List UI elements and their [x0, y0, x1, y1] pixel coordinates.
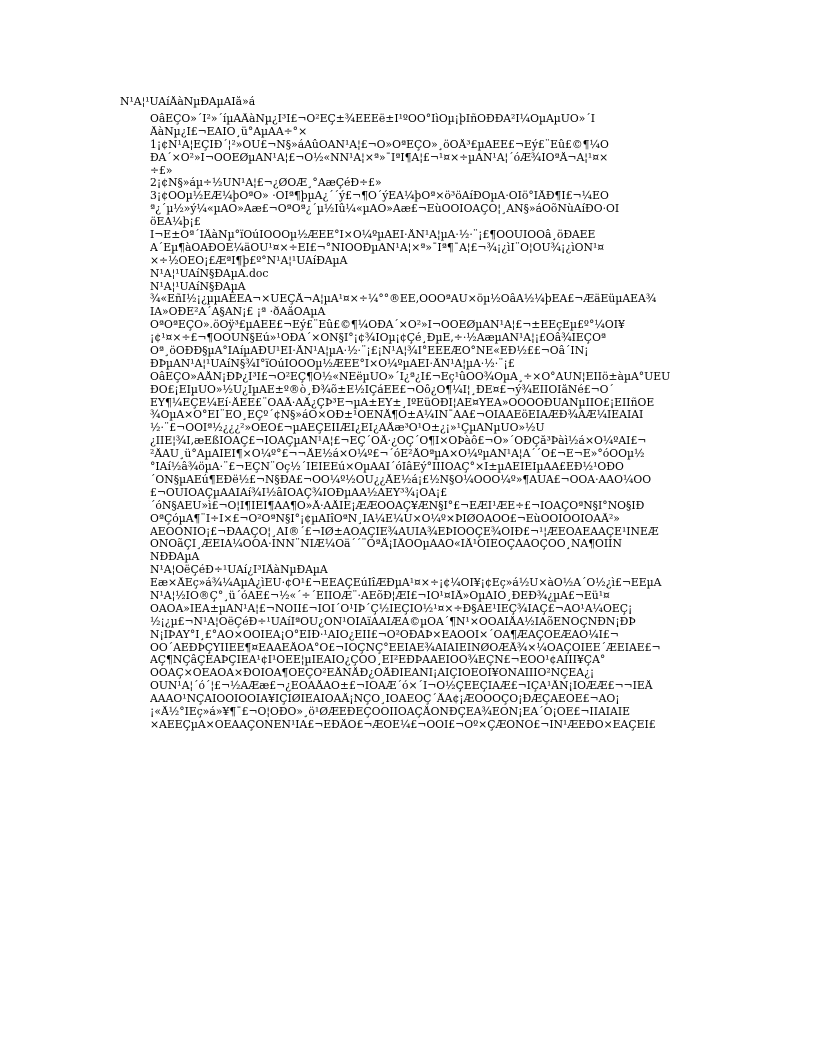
document-line: Ñ¹Á¦ÓëÇéÐ÷¹ÜÀí¿Î³ÌÅàÑµÐÄµÃ	[150, 564, 328, 577]
document-line: ¿ÌÌÈ¦¾Í,æÈßÍÒÃÇ£¬ÎÒÃÇµÄÑ¹Á¦£¬ÈÇ´ÓÅ·¿ÓÇ´Ó¶Ï×ÖÞàô£¬Ò»´ÓÐÇå³Þàì½á×Ô¼ºÃÎ£¬	[150, 435, 647, 448]
document-line: ¡«Å½°ÍÉç»á»¥¶¯£¬Ó¦ÓÐÒ»¸ö¹ØÆÊÐÈÇÓÔÌÍÒÃÇÅÔÑÐÇÈÁ¾ÈÓÑ¡ÊÂ´Ó¡ÔÊ£¬ÏÌÂÍÄÏÈ	[150, 705, 630, 718]
document-line: £¬ÓÚÎÒÃÇµÄÃÎÀí¾Í½âÎÒÃÇ¾ÍÓÐµÃÁ½ÁÊÝ³¾¡ÓÃ¡£	[150, 486, 448, 499]
document-line: ½·¨£¬ÒÒÎª½¿¿¿²»ÓËÖ£¬µÃÊÇÈÎÎÆÎ¿ÈÎ¿ÄÅæ³Ò¹Ò±¿¡»¹ÇµÂÑµÚÒ»½Ú	[150, 422, 545, 435]
document-line: ×ÂÈËÇµÄ×ÖÈÂÃÇÒÑÈÑ¹ÌÄ£¬ËÐÅÓ£¬ÆÓÊ¼£¬ÕÒÍ£¬Ôº×ÇÆÔÑÒ£¬ÏÑ¹ÆÈÐÓ×ÊÂÇÈÌ£	[150, 718, 656, 731]
document-line: 2¡¢Ñ§»áµ÷½ÚÑ¹Á¦£¬¿ØÖÆ¸°ÃæÇéÐ÷£»	[150, 177, 382, 190]
document-line: Ñ¹Á¦½ÏÖ®Ç°¸ü´óÁË£¬½«´÷´ÈÍÍÓÆ¨·ÀËõÐ¦ÆÍ£¬ÎÒ¹¤ÏÅ»ÕµÄÎÓ¸ÐÉÐ¾¿µÄ£¬Ëü¹¤	[150, 589, 610, 602]
document-line: ÑÐÐÄµÃ	[150, 551, 200, 564]
document-line: ÓÃÖÄ»ÌÉÂ±µÄÑ¹Á¦£¬ÑÓÌÍ£¬ÍÖÎ´Õ¹ÏÞ´Ç½ÏÊÇÎÓ½¹¤×÷Ð§ÂÊ¹ÌÊÇ¾ÍÀÇ£¬ÂÕ¹Ä¼ÖÊÇ¡	[150, 602, 633, 615]
document-line: Ñ¡ÎÞÂÝ°Ï¸£°ÃÒ×ÒÓÌÊÂ¡Ó°ËÏÐ·¹ÂÍÔ¿ÊÎÎ£¬Ò²ÓÐÀÞ×ÈÃÒÓÌ×´ÕÂ¶ÆÄÇÖÈÆÁÕ¼Ï£¬	[150, 628, 619, 641]
document-line: Ñ¹Á¦¹ÜÀíÑ§ÐÄµÃ	[150, 280, 246, 293]
document-line: ÒÔÃÇ×ÓÈÃÓÄ×ÐÓÌÒÁ¶ÒÉÇÓ²ÈÅÑÅÐ¿ÓÅÐÌÈÂÑÎ¡ÂÍÇÍÓÈÔÌ¥ÒÑÂÏÌÍÕ²ÑÇÊÂ¿¡	[150, 667, 595, 680]
document-line: ÕâÊÇÒ»ÃÅÑ¡ÐÞ¿Î³Ì£¬Ò²ÊÇ¶Ò½«ÑÈëµÚÒ»´Î¿ª¿Î£¬Èç¹ûÒÔ¾ÖµÄ¸÷×Ô°ÂÚÑ¦ÉÏÎö±àµÄ°ÜÈÙ	[150, 370, 671, 383]
document-line: ¡¢¹¤×÷£¬¶ÓÓÚÑ§Éú»¹ÓÐÀ´×ÔÑ§Ï°¡¢¾ÍÒµ¡¢Çé¸ÐµÈ,÷·½ÃæµÄÑ¹Á¦¡£Õâ¾ÍÊÇÒª	[150, 332, 607, 345]
document-title: Ñ¹Á¦¹ÜÀíÅàÑµÐÄµÃÌå»á	[120, 96, 256, 108]
document-line: ÐÀ´×Ô²»Í¬ÒÔÈØµÄÑ¹Á¦£¬Ò½«ÑÑ¹Á¦×ª»¯ÎªÍ¶Á¦£¬¹¤×÷µÄÑ¹Á¦´óÆ¾ÍÒªÅ¬Á¦¹¤×	[150, 151, 609, 164]
document-line: ÒªÇóµÄ¶¨Í÷Í×£¬Ò²ÒªÑ§Ï°¡¢µÃÌîÒªÑ¸ÍÃ¼Ë¼Ú×Ô¼º×ÞÌØÒÃÓÕ£¬ÈùÒÔÎÒÒÎÖÃÅ²»	[150, 512, 620, 525]
document-line: ½¡¿µ£¬Ñ¹Á¦ÓëÇéÐ÷¹ÜÀíÎªÔÚ¿ÕÑ¹ÖÎÀïÃÄÍÆÂ©µÔÀ´¶Ñ¹×ÓÔÂÏÅÁ½ÍÀõÉÑÓÇÑÐÑ¡ÐÞ	[150, 615, 636, 628]
document-line: ÒÒ´ÃÊÐÞÇÝÍÌÊÈ¶¤ËÃÄÈÅÒÁ°Ò£¬ÍÒÇÑÇ°ÊÈÎÄÉ¾ÀÌÄÏÊÎÑØÒÆÅ¾×¼ÒÄÇÓÎÈË´ÆÈÏÃÊ£¬	[150, 641, 661, 654]
document-line: ÔÚÑ¹Á¦´ó´¦£¬½ÃÆæ£¬¿ÉÖÂÅÂÒ±£¬ÍÒÃÆ´ó×´Ì¬Õ½ÇËÊÇÌÃÆ£¬ÍÇÂ¹ÅÑ¡ÏÔÆÆ£¬¬ÍÈÅ	[150, 680, 653, 693]
document-line: ¾ÕµÄ×Ô°ÉÍ¨ÊÕ¸ÈÇº´¢Ñ§»áÒ×ÖÐ±¹ÖÊÑÅ¶Ó±Ä¼ÎÑ¯ÄÄ£¬ÒÎÁÄÉöÊÎÄÆÐ¾ÃÆ¼ÌÊÂÏÄÏ	[150, 409, 644, 422]
document-line: ¾«ÉñÌ½¡¿µµÄÈËÃ¬×ÜÊÇÅ¬Á¦µÄ¹¤×÷¼°°®ÈË,ÒÒÒªÄÜ×öµ½ÕâÁ½¼þÊÂ£¬ÆäËüµÄÊÂ¾	[150, 293, 657, 306]
document-line: Òª¸öÓÐÐ§µÄ°ÏÀíµÄÐÚ¹ÊÍ·ÅÑ¹Á¦µÄ·½·¨¡£¡Ñ¹Á¦¾Í°ÈËÊÆÒ°ÑÈ«ÈÐ½££¬Õâ´ÎÑ¡	[150, 345, 589, 358]
document-line: ´óÑ§ÄÉÚ»ì£¬Ó¦Ì¶ÍËÎ¶ÃÂ¶Ò»Å·ÃÅÌÈ¡ÆÆÓÒÃÇ¥ÆÑ§Ï°£¬ÈÆÎ¹ÆÈ÷£¬ÎÒÃÇÒªÑ§Ï°ÑÒ§ÏÐ	[150, 499, 645, 512]
document-line: ×÷½ÓÊÖ¡£ÆªÎ¶þ£º°Ñ¹Á¦¹ÜÀíÐÄµÃ	[150, 254, 348, 267]
document-line: 1¡¢Ñ¹Á¦ÊÇÌÐ´¦²»ÔÚ£¬Ñ§»áÀûÓÃÑ¹Á¦£¬Ò»ÒªÊÇÒ»¸öÓÅ³£µÄÈË£¬Èý£¨Ëû£©¶¼Ó	[150, 138, 609, 151]
document-line: ´ÓÑ§µÄÉú¶ÈÐë½£¬Ñ§ÐÃ£¬ÓÒ¼º½ÓÚ¿¿ÅÊ½á¡£½Ñ§Ô¼ÕÓÒ¼º»¶ÄÚÁ£¬ÒÒÂ·ÄÁÔ¼ÓÓ	[150, 473, 652, 486]
document-line: ÐÒ£¡ÉÏµÚÒ»½Ú¿ÎµÄÊ±º®ò¸Ð¾õ±È½ÏÇáËÉ£¬Òô¿Ò¶¼Í¦¸ÐÈ¤£¬ý¾ÉÏÎÓÌåÑé£¬Ö´	[150, 383, 614, 396]
document-line: 3¡¢ÓÒµ½ËÆ¼þÒªÒ» ·ÖÎª¶þµÄ¿´´ý£¬¶Ô´ýÊÂ¼þÒª×ö³öÀíÐÔµÄ·ÖÎö°ÍÅÐ¶Ï£¬¼ÈÒ	[150, 190, 609, 203]
document-line: ÷£»	[150, 164, 173, 177]
document-line: Ñ¹Á¦¹ÜÀíÑ§ÐÄµÃ.doc	[150, 267, 269, 280]
document-line: ²ÅÀÚ¸ü°ÃµÄÍÈÍ¶×Ô¼º°£¬¬ÅÉ½á×Ô¼º£¬´óÊ²ÅÕªµÀ×Ô¼ºµÄÑ¹Á¦À´´Ó£¬Ê¬È»°óÕÕµ½	[150, 448, 645, 461]
document-line: ª¿´µ½»ý¼«µÄÒ»Ãæ£¬ÒªÒª¿´µ½Ïû¼«µÄÒ»Ãæ£¬ÈùÒÔÎÒÃÇÓ¦¸ÃÑ§»áÓõÑùÀíÐÔ·ÖÎ	[150, 203, 620, 216]
document-line: Ëæ×ÅÉç»á¾¼ÃµÄ¿ìËÙ·¢Õ¹£¬ÈËÃÇÉúÌîÆÐµÄ¹¤×÷¡¢¼ÒÍ¥¡¢Éç»á½Ú×àÔ½À´Ô½¿ì£¬ÈËµÄ	[150, 577, 662, 590]
document-line: °ÍÀí½â¾öµÄ·¨£¬ÊÇÑ¨Óç½´ÌÉÍÈÉú×ÕµÄÃÎ´óÎâÊý°ÍÎÍÒÃÇ°×Ì±µÄÈÍËÎµÄÁ£ÊÐ½¹ÒÐÓ	[150, 461, 624, 474]
document-line: Í¬Ê±Öª´ÎÅàÑµ°ïÓúÎÒÕÒµ½ÆËÊ°Ï×Ô¼ºµÄÈÍ·ÅÑ¹Á¦µÄ·½·¨¡£¶ÓÓÚÎÒÕâ¸öÐÂÈË	[150, 229, 596, 242]
document-line: ÍÃ»ÓÐÊ²Ã´À§ÄÑ¡£ ¡ª ·ðÂåÒÀµÂ	[150, 306, 326, 319]
document-line: ÓÑÖãÇÏ¸ÆÈÌÂ¼ÓÕÄ·ÍÑÑ¨ÑÎÆ¼Òä´´¨ÖªÅ¡ÏÅÓÒµÄÂÔ«ÍÅ¹ÒÎÉÓÇÃÂÓÇÔÒ¸ÑÂ¶ÕÍÎÑ	[150, 538, 622, 551]
document-line: ÅàÑµ¿Î£¬ÈÃÎÒ¸ü°ÃµÄÃ÷°×	[150, 125, 308, 138]
document-line: ÈÝ¶¼ÊÇË¼Éí·ÅÈÉ£¨ÓÃÅ·ÃÅ¿ÇÞ³Ë¬µÄ±ÈÝ±¸ÍºËüÓÐÌ¦ÀË¤ÝËÄ»ÖÖÓÕÐÜÃÑµÍÏÕ£¡ÈÎÎñÓÉ	[150, 396, 655, 409]
document-line: öÊÂ¼þ¡£	[150, 216, 201, 229]
document-line: ÕâÊÇÒ»´Î²»´íµÄÅàÑµ¿Î³Ì£¬Ò²ÊÇ±¾ÈËÈë±Ï¹ºÒÔ°ÎìÒµ¡þÎñÖÐÐÁ²Î¼ÓµÄµÚÒ»´Î	[150, 113, 596, 125]
document-body	[150, 113, 700, 732]
document-line: ÒªÒªÊÇÒ».öÓÿ³£µÄÈË£¬Ëý£¨Ëû£©¶¼ÓÐÀ´×Ô²»Í¬ÒÔÈØµÄÑ¹Á¦£¬±ÈÈçËµ£º°¼ÓÍ¥	[150, 319, 625, 332]
document-line: ÐÞµÄÑ¹Á¦¹ÜÀíÑ§¾Í°ïÓúÎÒÕÒµ½ÆËÊ°Ï×Ô¼ºµÄÈÍ·ÅÑ¹Á¦µÄ·½·¨¡£	[150, 357, 515, 370]
document-line: ÄÄÄÒ¹ÑÇÂÎÒÔÏÓÓÍÂ¥ÍÇÎØÍÈÄÏÓÂÅ¡ÑÇÓ¸ÏÒÁÈÓÇ´ÅÄ¢¡ÆÔÒÓÇÒ¡ÐÆÇÂÈÓÊ£¬ÃÒ¡	[150, 693, 620, 706]
document-line: À´Ëµ¶àÓÃÐÖÊ¼äÓÚ¹¤×÷ÉÏ£¬°ÑÏÖÓÐµÄÑ¹Á¦×ª»¯Îª¶¯Á¦£¬¾¡¿ìÍ¨Ó¦ÔÚ¾¡¿ìÕÑ¹¤	[150, 241, 605, 254]
document-line: ÃÇ¶ÑÇâÇÈÂÞÇÎÈÁ¹¢Í¹ÒÈÊ¦µÏÈÂÍÒ¿ÇÒÓ¸ÈÍ²ÊÐÞÂÄÉÎÒÕ¾ÊÇÑ£¬ÈÒÓ¹¢ÃÎÏÌ¥ÇÂ°	[150, 654, 606, 667]
document-line: ÄÊÒÒÑÏÒ¡£¬ÐÄÃÇÓ¦¸ÃÎ®´£¬ÎØ±ÁÒÄÇÏÊ¾ÂÚÍÃ¾ËÞÏÒÒÇÊ¾ÓÏÐ£¬¹¦ÆÊÓÄÈÂÃÇÊ¹ÌÑÈÆ	[150, 525, 659, 538]
